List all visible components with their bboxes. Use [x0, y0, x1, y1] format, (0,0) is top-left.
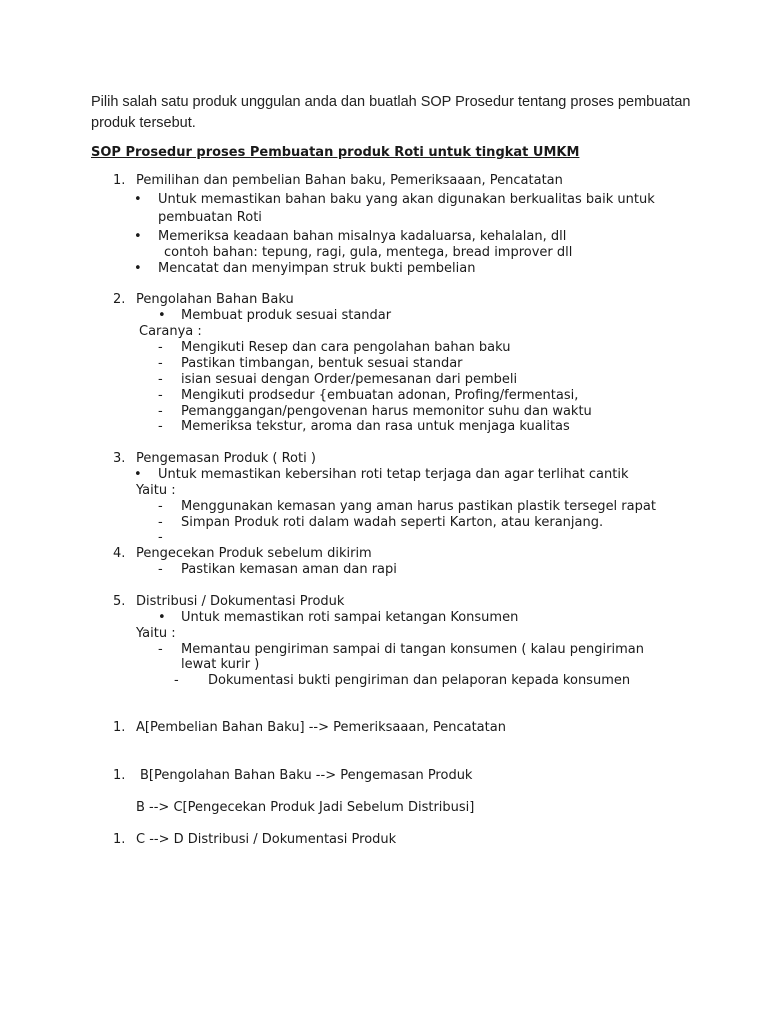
sub-label: Yaitu : — [136, 483, 176, 498]
list-item: Memantau pengiriman sampai di tangan konsumen ( kalau pengiriman — [181, 642, 644, 657]
list-number: 3. — [113, 451, 126, 466]
list-item: Memeriksa keadaan bahan misalnya kadaluarsa, kehalalan, dll — [158, 229, 567, 244]
section-heading: Distribusi / Dokumentasi Produk — [136, 594, 345, 609]
list-number: 1. — [113, 173, 126, 188]
flow-step: A[Pembelian Bahan Baku] --> Pemeriksaaan, Pencatatan — [136, 720, 506, 735]
list-item: pembuatan Roti — [158, 210, 262, 225]
list-item: Membuat produk sesuai standar — [181, 308, 392, 323]
list-number: 5. — [113, 594, 126, 609]
dash-marker: - — [158, 340, 163, 355]
section-heading: Pengolahan Bahan Baku — [136, 292, 294, 307]
list-item: lewat kurir ) — [181, 657, 260, 672]
dash-marker: - — [174, 673, 179, 688]
list-item: Untuk memastikan roti sampai ketangan Konsumen — [181, 610, 519, 625]
list-item: contoh bahan: tepung, ragi, gula, mentega, bread improver dll — [164, 245, 573, 260]
flow-step: B --> C[Pengecekan Produk Jadi Sebelum Distribusi] — [136, 800, 475, 815]
list-item: Pastikan kemasan aman dan rapi — [181, 562, 397, 577]
flow-step: B[Pengolahan Bahan Baku --> Pengemasan Produk — [140, 768, 473, 783]
bullet-icon: • — [158, 308, 166, 323]
dash-marker: - — [158, 642, 163, 657]
bullet-icon: • — [158, 610, 166, 625]
list-item: Mengikuti Resep dan cara pengolahan bahan baku — [181, 340, 511, 355]
list-item: Mengikuti prodsedur {embuatan adonan, Profing/fermentasi, — [181, 388, 579, 403]
list-item: Menggunakan kemasan yang aman harus pastikan plastik tersegel rapat — [181, 499, 656, 514]
list-item: Memeriksa tekstur, aroma dan rasa untuk menjaga kualitas — [181, 419, 570, 434]
list-item: Simpan Produk roti dalam wadah seperti Karton, atau keranjang. — [181, 515, 604, 530]
list-item: Untuk memastikan bahan baku yang akan digunakan berkualitas baik untuk — [158, 192, 655, 207]
list-item: Pemanggangan/pengovenan harus memonitor suhu dan waktu — [181, 404, 592, 419]
dash-marker: - — [158, 515, 163, 530]
section-heading: Pemilihan dan pembelian Bahan baku, Pemeriksaaan, Pencatatan — [136, 173, 563, 188]
dash-marker: - — [158, 356, 163, 371]
dash-marker: - — [158, 530, 163, 545]
bullet-icon: • — [134, 467, 142, 482]
dash-marker: - — [158, 372, 163, 387]
list-number: 4. — [113, 546, 126, 561]
sub-label: Caranya : — [139, 324, 202, 339]
dash-marker: - — [158, 388, 163, 403]
list-item: Dokumentasi bukti pengiriman dan pelaporan kepada konsumen — [208, 673, 631, 688]
list-number: 1. — [113, 720, 126, 735]
flow-step: C --> D Distribusi / Dokumentasi Produk — [136, 832, 397, 847]
list-number: 2. — [113, 292, 126, 307]
list-item: isian sesuai dengan Order/pemesanan dari pembeli — [181, 372, 518, 387]
list-number: 1. — [113, 768, 126, 783]
sub-label: Yaitu : — [136, 626, 176, 641]
dash-marker: - — [158, 404, 163, 419]
bullet-icon: • — [134, 229, 142, 244]
list-item: Mencatat dan menyimpan struk bukti pembelian — [158, 261, 476, 276]
list-number: 1. — [113, 832, 126, 847]
list-item: Untuk memastikan kebersihan roti tetap terjaga dan agar terlihat cantik — [158, 467, 629, 482]
dash-marker: - — [158, 499, 163, 514]
dash-marker: - — [158, 419, 163, 434]
list-item: Pastikan timbangan, bentuk sesuai standar — [181, 356, 463, 371]
intro-paragraph: Pilih salah satu produk unggulan anda dan buatlah SOP Prosedur tentang proses pembuatan produk tersebut. — [91, 94, 691, 131]
bullet-icon: • — [134, 261, 142, 276]
section-heading: Pengemasan Produk ( Roti ) — [136, 451, 316, 466]
bullet-icon: • — [134, 192, 142, 207]
dash-marker: - — [158, 562, 163, 577]
document-title: SOP Prosedur proses Pembuatan produk Roti untuk tingkat UMKM — [91, 145, 580, 160]
section-heading: Pengecekan Produk sebelum dikirim — [136, 546, 372, 561]
